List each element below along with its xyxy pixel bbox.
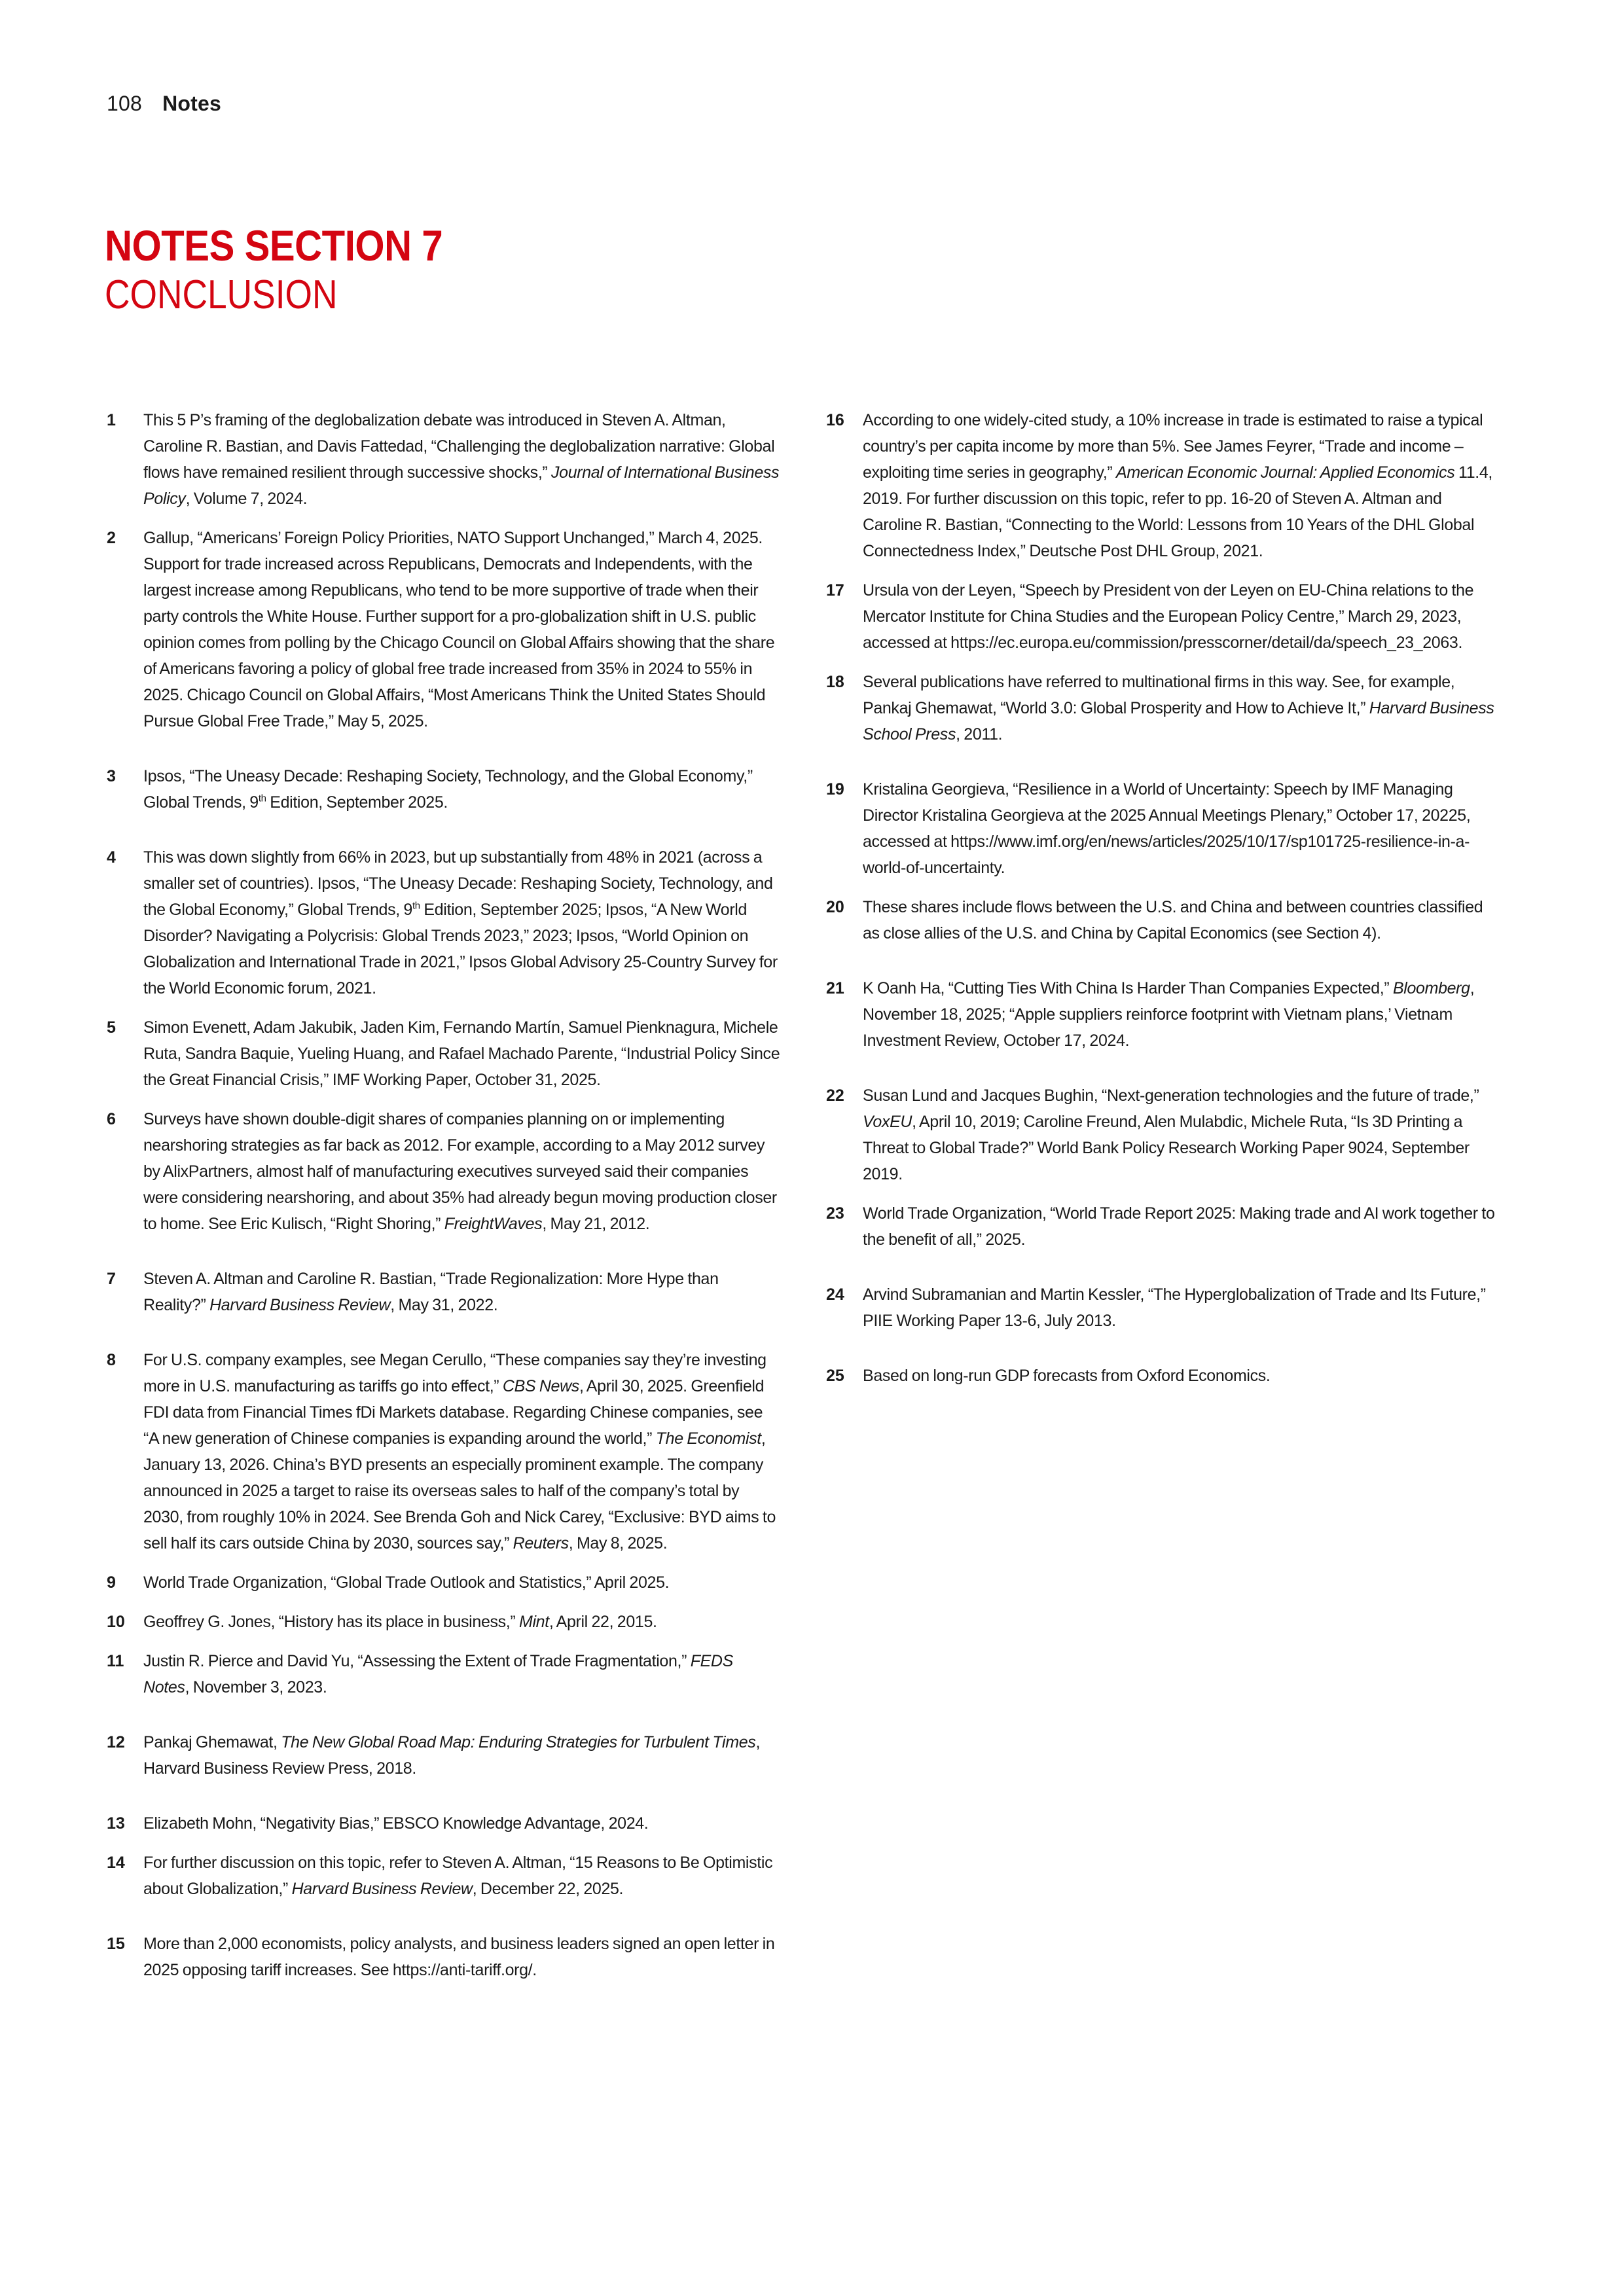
text-run: , 2011. [956,725,1003,744]
text-run: For further discussion on this topic, refer to Steven A. Altman, “15 Reasons to Be Optimistic about Globalization,” [143,1854,773,1898]
italic-title: Bloomberg [1392,979,1470,997]
text-run: Gallup, “Americans’ Foreign Policy Priorities, NATO Support Unchanged,” March 4, 2025. Support for trade increased across Republicans, Democrats and Independents, with the largest increase among Republicans, who tend to be more supportive of trade when their party controls the White House. Further support for a pro-globalization shift in U.S. public opinion comes from polling by the Chicago Council on Global Affairs showing that the share of Americans favoring a policy of global free trade increased from 35% in 2024 to 55% in 2025. Chicago Council on Global Affairs, “Most Americans Think the United States Should Pursue Global Free Trade,” May 5, 2025. [143,529,775,730]
footnote-text [863,1282,1500,1334]
footnote-number: 23 [826,1204,844,1223]
footnote-text [143,1014,781,1093]
footnote-number: 10 [107,1613,125,1631]
text-run: , April 10, 2019; Caroline Freund, Alen Mulabdic, Michele Ruta, “Is 3D Printing a Threat to Global Trade?” World Bank Policy Research Working Paper 9024, September 2019. [863,1113,1470,1183]
text-run: Several publications have referred to multinational firms in this way. See, for example, Pankaj Ghemawat, “World 3.0: Global Prosperity and How to Achieve It,” [863,673,1455,717]
footnote-text [143,1729,781,1782]
footnote-number: 21 [826,979,844,997]
footnote-text [143,1648,781,1700]
footnote-number: 16 [826,411,844,429]
footnote [107,1931,781,1983]
text-run: , Volume 7, 2024. [185,490,308,508]
footnote-number: 25 [826,1367,844,1385]
italic-title: Journal of International Business Policy [143,463,780,508]
italic-title: FreightWaves [444,1215,543,1233]
ordinal-superscript: th [412,900,420,912]
text-run: Edition, September 2025. [266,793,448,812]
footnote-text [143,1266,781,1318]
footnote-number: 12 [107,1733,125,1751]
text-run: Justin R. Pierce and David Yu, “Assessing the Extent of Trade Fragmentation,” [143,1652,691,1670]
footnote-text [863,669,1500,747]
text-run: , Harvard Business Review Press, 2018. [143,1733,761,1778]
italic-title: Harvard Business Review [291,1880,473,1898]
footnote-text [143,1810,781,1837]
running-head [107,90,221,117]
text-run: Surveys have shown double-digit shares of companies planning on or implementing nearshoring strategies as far back as 2012. For example, according to a May 2012 survey by AlixPartners, almost half of manufacturing executives surveyed said their companies were considering nearshoring, and about 35% had already begun moving production closer to home. See Eric Kulisch, “Right Shoring,” [143,1110,777,1233]
footnote [826,407,1500,564]
footnote [826,1200,1500,1253]
footnote-number: 2 [107,529,116,547]
text-run: , November 18, 2025; “Apple suppliers reinforce footprint with Vietnam plans,’ Vietnam Investment Review, October 17, 2024. [863,979,1475,1050]
footnote-number: 9 [107,1573,116,1592]
footnote-number: 4 [107,848,116,867]
footnote-number: 5 [107,1018,116,1037]
text-run: Based on long-run GDP forecasts from Oxford Economics. [863,1367,1271,1385]
footnote [107,1014,781,1093]
text-run: World Trade Organization, “Global Trade Outlook and Statistics,” April 2025. [143,1573,670,1592]
text-run: Ursula von der Leyen, “Speech by President von der Leyen on EU-China relations to the Mercator Institute for China Studies and the European Policy Centre,” March 29, 2023, accessed at https://ec.europa.eu/commission/presscorner/detail/da/speech_23_2063. [863,581,1474,652]
text-run: For U.S. company examples, see Megan Cerullo, “These companies say they’re investing more in U.S. manufacturing as tariffs go into effect,” [143,1351,767,1395]
footnote-number: 3 [107,767,116,785]
text-run: , November 3, 2023. [185,1678,327,1696]
footnote [107,407,781,512]
footnote-number: 13 [107,1814,125,1833]
text-run: World Trade Organization, “World Trade Report 2025: Making trade and AI work together to the benefit of all,” 2025. [863,1204,1495,1249]
footnote [826,975,1500,1054]
notes-column-left [107,407,781,1996]
italic-title: Harvard Business Review [209,1296,391,1314]
italic-title: CBS News [502,1377,579,1395]
section-label: Notes [162,92,221,115]
footnote [107,1850,781,1902]
footnote-text [143,1570,781,1596]
italic-title: Harvard Business School Press [863,699,1494,744]
footnote [826,1363,1500,1389]
text-run: , May 8, 2025. [568,1534,668,1552]
text-run: Geoffrey G. Jones, “History has its place in business,” [143,1613,519,1631]
text-run: More than 2,000 economists, policy analysts, and business leaders signed an open letter in 2025 opposing tariff increases. See https://anti-tariff.org/. [143,1935,775,1979]
footnote [107,844,781,1001]
text-run: Elizabeth Mohn, “Negativity Bias,” EBSCO Knowledge Advantage, 2024. [143,1814,649,1833]
footnote [826,776,1500,881]
text-run: , April 22, 2015. [549,1613,657,1631]
text-run: Kristalina Georgieva, “Resilience in a World of Uncertainty: Speech by IMF Managing Director Kristalina Georgieva at the 2025 Annual Meetings Plenary,” October 17, 20225, accessed at https://www.imf.org/en/news/articles/2025/10/17/sp101725-resilience-in-a-world-of-uncertainty. [863,780,1471,877]
text-run: , January 13, 2026. China’s BYD presents an especially prominent example. The company announced in 2025 a target to raise its overseas sales to half of the company’s total by 2030, from roughly 10% in 2024. See Brenda Goh and Nick Carey, “Exclusive: BYD aims to sell half its cars outside China by 2030, sources say,” [143,1429,776,1552]
footnote-text [143,407,781,512]
footnote-text [143,844,781,1001]
footnote-text [863,1083,1500,1187]
footnote-number: 1 [107,411,116,429]
footnote [107,525,781,734]
italic-title: American Economic Journal: Applied Economics [1116,463,1455,482]
italic-title: The Economist [655,1429,761,1448]
text-run: Edition, September 2025; Ipsos, “A New World Disorder? Navigating a Polycrisis: Global Trends 2023,” 2023; Ipsos, “World Opinion on Globalization and International Trade in 2021,” Ipsos Global Advisory 25-Country Survey for the World Economic forum, 2021. [143,901,778,997]
footnote [107,1810,781,1837]
footnote-text [863,776,1500,881]
footnote-number: 19 [826,780,844,798]
footnote-number: 24 [826,1285,844,1304]
footnote [826,577,1500,656]
footnote [107,1648,781,1700]
text-run: Susan Lund and Jacques Bughin, “Next-generation technologies and the future of trade,” [863,1086,1479,1105]
footnote-number: 22 [826,1086,844,1105]
text-run: Ipsos, “The Uneasy Decade: Reshaping Society, Technology, and the Global Economy,” Global Trends, 9 [143,767,753,812]
page-number: 108 [107,92,142,115]
text-run: , April 30, 2025. Greenfield FDI data from Financial Times fDi Markets database. Regarding Chinese companies, see “A new generation of Chinese companies is expanding around the world,” [143,1377,765,1448]
italic-title: The New Global Road Map: Enduring Strategies for Turbulent Times [281,1733,756,1751]
footnote-text [143,525,781,734]
footnote [107,1609,781,1635]
footnote-number: 7 [107,1270,116,1288]
footnote-number: 8 [107,1351,116,1369]
text-run: , May 21, 2012. [542,1215,650,1233]
title-block [105,223,489,322]
footnote [107,1266,781,1318]
footnote [826,1282,1500,1334]
page-subtitle: CONCLUSION [105,272,338,317]
footnote-text [143,1850,781,1902]
footnote-number: 18 [826,673,844,691]
text-run: Pankaj Ghemawat, [143,1733,281,1751]
footnote-number: 20 [826,898,844,916]
footnote [107,1106,781,1237]
footnote-number: 15 [107,1935,125,1953]
text-run: , December 22, 2025. [472,1880,624,1898]
footnote [826,669,1500,747]
text-run: 11.4, 2019. For further discussion on this topic, refer to pp. 16-20 of Steven A. Altman and Caroline R. Bastian, “Connecting to the World: Lessons from 10 Years of the DHL Global Connectedness Index,” Deutsche Post DHL Group, 2021. [863,463,1493,560]
footnote-text [143,1931,781,1983]
footnote [107,1570,781,1596]
footnote [826,1083,1500,1187]
footnote [107,763,781,816]
text-run: Steven A. Altman and Caroline R. Bastian, “Trade Regionalization: More Hype than Reality?” [143,1270,719,1314]
footnote-text [863,894,1500,946]
footnote-text [143,1609,781,1635]
italic-title: VoxEU [863,1113,912,1131]
footnote-text [863,1363,1500,1389]
italic-title: Reuters [513,1534,569,1552]
footnote-text [863,577,1500,656]
footnote-text [143,763,781,816]
footnote-text [143,1347,781,1556]
footnote-number: 6 [107,1110,116,1128]
italic-title: FEDS Notes [143,1652,733,1696]
footnote [826,894,1500,946]
text-run: According to one widely-cited study, a 10% increase in trade is estimated to raise a typical country’s per capita income by more than 5%. See James Feyrer, “Trade and income – exploiting time series in geography,” [863,411,1483,482]
text-run: Simon Evenett, Adam Jakubik, Jaden Kim, Fernando Martín, Samuel Pienknagura, Michele Ruta, Sandra Baquie, Yueling Huang, and Rafael Machado Parente, “Industrial Policy Since the Great Financial Crisis,” IMF Working Paper, October 31, 2025. [143,1018,780,1089]
notes-column-right [826,407,1500,1402]
footnote-number: 14 [107,1854,125,1872]
text-run: This was down slightly from 66% in 2023, but up substantially from 48% in 2021 (across a smaller set of countries). Ipsos, “The Uneasy Decade: Reshaping Society, Technology, and the Global Economy,” Global Trends, 9 [143,848,773,919]
footnote-text [863,1200,1500,1253]
text-run: , May 31, 2022. [390,1296,498,1314]
ordinal-superscript: th [258,793,266,804]
text-run: Arvind Subramanian and Martin Kessler, “The Hyperglobalization of Trade and Its Future,” PIIE Working Paper 13-6, July 2013. [863,1285,1486,1330]
footnote-text [863,975,1500,1054]
footnote [107,1347,781,1556]
text-run: K Oanh Ha, “Cutting Ties With China Is Harder Than Companies Expected,” [863,979,1393,997]
text-run: These shares include flows between the U.S. and China and between countries classified as close allies of the U.S. and China by Capital Economics (see Section 4). [863,898,1483,942]
footnote-number: 11 [107,1652,124,1670]
footnote-number: 17 [826,581,844,600]
text-run: This 5 P’s framing of the deglobalization debate was introduced in Steven A. Altman, Caroline R. Bastian, and Davis Fattedad, “Challenging the deglobalization narrative: Global flows have remained resilient through successive shocks,” [143,411,775,482]
footnote-text [143,1106,781,1237]
footnote [107,1729,781,1782]
italic-title: Mint [518,1613,549,1631]
footnote-text [863,407,1500,564]
page-title: NOTES SECTION 7 [105,221,443,270]
